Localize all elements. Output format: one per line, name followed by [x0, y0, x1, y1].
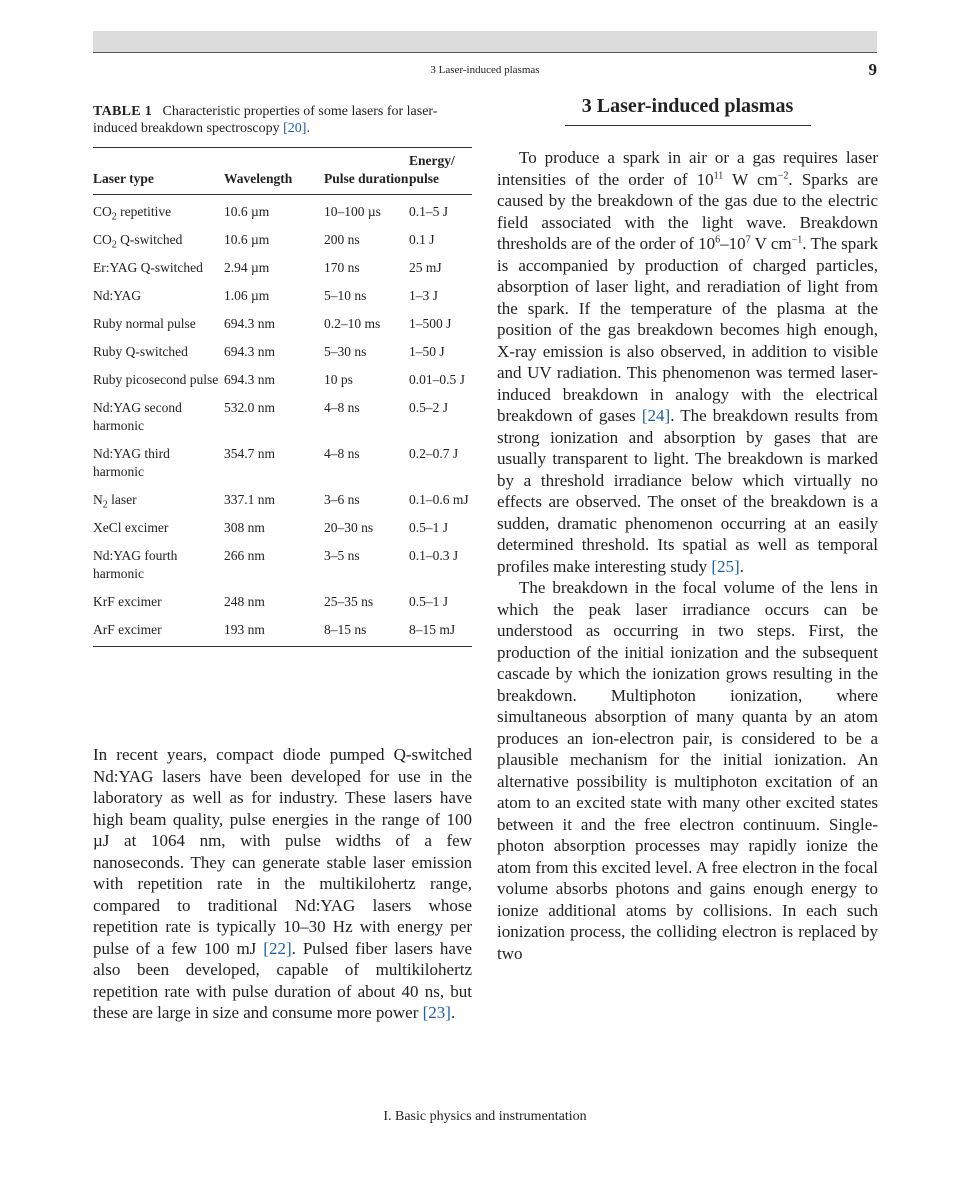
superscript: −2	[777, 169, 789, 181]
page-number: 9	[868, 60, 877, 79]
running-title: 3 Laser-induced plasmas	[430, 64, 540, 76]
laser-type: Nd:YAG fourth harmonic	[93, 548, 178, 581]
paragraph	[497, 147, 878, 577]
pulse-duration-cell: 170 ns	[324, 260, 360, 275]
table-row	[93, 616, 472, 647]
laser-type-cell	[93, 616, 224, 647]
superscript: 11	[713, 169, 724, 181]
citation-link[interactable]: [22]	[263, 938, 292, 958]
text-run: . Sparks are caused by the breakdown of the gas due to the electric field associated with the light wave. Breakdown thresholds are of the order of 10	[497, 169, 878, 253]
laser-type: Nd:YAG third harmonic	[93, 446, 170, 479]
laser-type: KrF excimer	[93, 594, 162, 609]
citation-link[interactable]: [20]	[283, 121, 307, 136]
table-row	[93, 588, 472, 616]
citation-link[interactable]: [25]	[711, 556, 740, 576]
laser-type: ArF excimer	[93, 622, 162, 637]
laser-type: Ruby Q-switched	[93, 344, 188, 359]
pulse-duration-cell: 5–10 ns	[324, 288, 367, 303]
laser-type: Er:YAG Q-switched	[93, 260, 203, 275]
energy-cell: 0.5–1 J	[409, 594, 449, 609]
text-run: To produce a spark in air or a gas requires laser intensities of the order of 10	[497, 148, 878, 189]
text-run: .	[739, 556, 744, 576]
laser-type-cell	[93, 514, 224, 542]
caption-end: .	[306, 121, 310, 136]
wavelength-cell: 10.6 µm	[224, 204, 270, 219]
table-row	[93, 486, 472, 514]
text-run: W cm	[723, 169, 778, 189]
subscript: 2	[111, 211, 117, 223]
wavelength-cell: 308 nm	[224, 520, 265, 535]
superscript: −1	[791, 234, 803, 246]
wavelength-cell: 532.0 nm	[224, 400, 276, 415]
laser-type-cell	[93, 366, 224, 394]
laser-type: CO	[93, 204, 112, 219]
table-row	[93, 226, 472, 254]
superscript: 6	[715, 234, 721, 246]
table-row	[93, 338, 472, 366]
table-row	[93, 195, 472, 227]
pulse-duration-cell: 4–8 ns	[324, 400, 360, 415]
citation-link[interactable]: [24]	[641, 406, 671, 425]
column-header: Energy/ pulse	[409, 148, 472, 195]
pulse-duration-cell: 0.2–10 ms	[324, 316, 381, 331]
wavelength-cell: 1.06 µm	[224, 288, 270, 303]
text-run: –10	[720, 234, 746, 253]
laser-type-cell	[93, 195, 224, 227]
column-header: Pulse duration	[324, 148, 409, 195]
table-row	[93, 542, 472, 588]
wavelength-cell: 354.7 nm	[224, 446, 276, 461]
energy-cell: 0.1 J	[409, 232, 435, 247]
laser-type-cell	[93, 254, 224, 282]
laser-type-cell	[93, 226, 224, 254]
wavelength-cell: 193 nm	[224, 616, 324, 647]
table-row	[93, 514, 472, 542]
energy-cell: 8–15 mJ	[409, 616, 472, 647]
table-caption-text: Characteristic properties of some lasers for laser-induced breakdown spectroscopy	[93, 104, 438, 136]
table-block	[93, 103, 472, 647]
table-row	[93, 310, 472, 338]
laser-type: CO	[93, 232, 112, 247]
wavelength-cell: 694.3 nm	[224, 316, 276, 331]
energy-cell: 0.1–5 J	[409, 204, 449, 219]
laser-type: XeCl excimer	[93, 520, 169, 535]
table-row	[93, 282, 472, 310]
energy-cell: 0.1–0.6 mJ	[409, 492, 469, 507]
text-run: . The breakdown results from strong ionization and absorption by gases that are usually transparent to light. The breakdown is marked by a threshold irradiance below which virtually no effects are observed. The onset of the breakdown is a sudden, dramatic phenomenon occurring at an easily determined threshold. Its spatial as well as temporal profiles make interesting study	[497, 406, 878, 576]
pulse-duration-cell: 200 ns	[324, 232, 360, 247]
wavelength-cell: 248 nm	[224, 594, 265, 609]
table-label: TABLE 1	[93, 104, 153, 119]
subscript: 2	[102, 499, 108, 511]
paragraph: The breakdown in the focal volume of the lens in which the peak laser irradiance occurs can be understood as occurring in two steps. First, the production of the initial ionization and the subsequent cascade by which the ionization grows resulting in the breakdown. Multiphoton ionization, where simultaneous absorption of many quanta by an atom produces an ion-electron pair, is considered to be a plausible mechanism for the initial ionization. An alternative possibility is multiphoton excitation of an atom to an excited state with many other excited states between it and the free electron continuum. Single-photon absorption processes may rapidly ionize the atom from this excited level. A free electron in the focal volume absorbs photons and gains enough energy to ionize additional atoms by collisions. In each such ionization process, the colliding electron is replaced by two	[497, 578, 878, 963]
pulse-duration-cell: 10 ps	[324, 372, 353, 387]
pulse-duration-cell: 4–8 ns	[324, 446, 360, 461]
section-text	[497, 147, 878, 964]
table-row	[93, 440, 472, 486]
table-row	[93, 254, 472, 282]
pulse-duration-cell: 20–30 ns	[324, 520, 374, 535]
laser-type-cell	[93, 394, 224, 440]
wavelength-cell: 2.94 µm	[224, 260, 270, 275]
pulse-duration-cell: 5–30 ns	[324, 344, 367, 359]
laser-type-cell	[93, 338, 224, 366]
laser-type: Nd:YAG second harmonic	[93, 400, 182, 433]
laser-properties-table	[93, 147, 472, 647]
section-block	[497, 95, 878, 964]
table-header-row	[93, 148, 472, 195]
pulse-duration-cell: 25–35 ns	[324, 594, 374, 609]
wavelength-cell: 266 nm	[224, 548, 265, 563]
text-run: . The spark is accompanied by production of charged particles, absorption of laser light, and reradiation of light from the spark. If the temperature of the plasma at the position of the gas breakdown becomes high enough, X-ray emission is also observed, in addition to visible and UV radiation. This phenomenon was termed laser-induced breakdown in analogy with the electrical breakdown of gases	[497, 234, 878, 425]
pulse-duration-cell: 8–15 ns	[324, 616, 409, 647]
left-text	[93, 744, 472, 1024]
column-header: Laser type	[93, 148, 224, 195]
column-header: Wavelength	[224, 148, 324, 195]
pulse-duration-cell: 3–6 ns	[324, 492, 360, 507]
text-run: . Pulsed fiber lasers have also been developed, capable of multikilohertz repetition rate with pulse duration of about 40 ns, but these are large in size and consume more power	[93, 938, 472, 1022]
table-row	[93, 366, 472, 394]
energy-cell: 0.2–0.7 J	[409, 446, 459, 461]
text-run: .	[450, 1003, 456, 1022]
laser-type-suffix: Q-switched	[116, 232, 183, 247]
laser-type-suffix: repetitive	[116, 204, 172, 219]
wavelength-cell: 337.1 nm	[224, 492, 276, 507]
superscript: 7	[745, 234, 751, 246]
pulse-duration-cell: 3–5 ns	[324, 548, 360, 563]
laser-type-cell	[93, 486, 224, 514]
header-bar	[93, 31, 877, 53]
energy-cell: 0.5–2 J	[409, 400, 449, 415]
wavelength-cell: 694.3 nm	[224, 372, 276, 387]
laser-type-cell	[93, 588, 224, 616]
wavelength-cell: 10.6 µm	[224, 232, 270, 247]
energy-cell: 0.01–0.5 J	[409, 372, 465, 387]
laser-type: N	[93, 492, 103, 507]
laser-type-cell	[93, 282, 224, 310]
text-run: V cm	[750, 234, 792, 253]
table-row	[93, 394, 472, 440]
laser-type: Nd:YAG	[93, 288, 142, 303]
text-run: In recent years, compact diode pumped Q-switched Nd:YAG lasers have been developed for use in the laboratory as well as for industry. These lasers have high beam quality, pulse energies in the range of 100 µJ at 1064 nm, with pulse widths of a few nanoseconds. They can generate stable laser emission with repetition rate in the multikilohertz range, compared to traditional Nd:YAG lasers whose repetition rate is typically 10–30 Hz with energy per pulse of a few 100 mJ	[93, 745, 472, 958]
laser-type-suffix: laser	[107, 492, 137, 507]
table-caption	[93, 103, 472, 137]
section-title: 3 Laser-induced plasmas	[565, 95, 811, 126]
laser-type: Ruby normal pulse	[93, 316, 196, 331]
subscript: 2	[111, 239, 117, 251]
laser-type-cell	[93, 440, 224, 486]
laser-type-cell	[93, 542, 224, 588]
paragraph	[93, 744, 472, 1024]
pulse-duration-cell: 10–100 µs	[324, 204, 381, 219]
energy-cell: 25 mJ	[409, 260, 442, 275]
running-head	[93, 60, 877, 81]
footer: I. Basic physics and instrumentation	[383, 1109, 587, 1124]
laser-type-cell	[93, 310, 224, 338]
laser-type: Ruby picosecond pulse	[93, 372, 219, 387]
citation-link[interactable]: [23]	[422, 1003, 451, 1022]
energy-cell: 0.5–1 J	[409, 520, 449, 535]
energy-cell: 1–50 J	[409, 344, 445, 359]
energy-cell: 1–500 J	[409, 316, 452, 331]
wavelength-cell: 694.3 nm	[224, 344, 276, 359]
energy-cell: 1–3 J	[409, 288, 438, 303]
energy-cell: 0.1–0.3 J	[409, 548, 459, 563]
